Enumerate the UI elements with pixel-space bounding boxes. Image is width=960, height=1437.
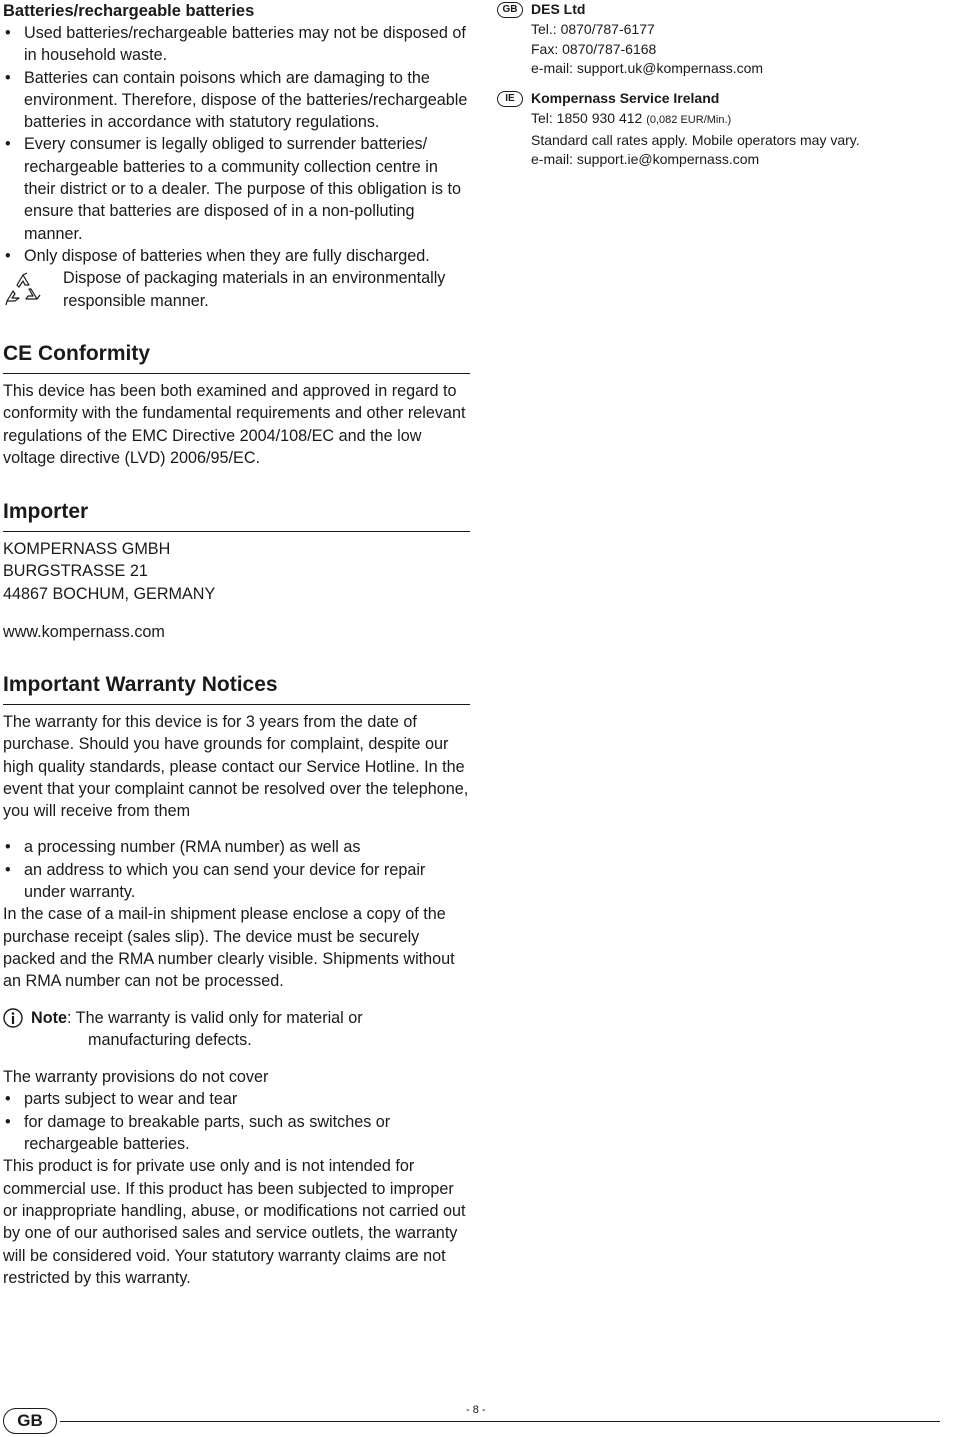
packaging-note [3,267,470,312]
batteries-list [3,22,470,267]
importer-website: www.kompernass.com [3,622,165,641]
recycle-icon [3,271,45,309]
ce-title: CE Conformity [3,341,470,374]
left-column [3,0,470,1287]
footer-divider [60,1421,940,1422]
contact-ie [497,89,960,170]
list-item: • Every consumer is legally obliged to surrender batteries/ rechargeable batteries to a community collection centre in their district or to a dealer. The purpose of this obligation is to ensure that batteries are disposed of in a non-polluting manner. [3,133,470,244]
info-icon [3,1008,23,1028]
note-text: : The warranty is valid only for material or [66,1008,363,1027]
list-item: • parts subject to wear and tear [3,1088,470,1110]
page-number: - 8 - [466,1404,486,1416]
contact-ie-email: e-mail: support.ie@kompernass.com [531,151,760,168]
list-item: • a processing number (RMA number) as well as [3,836,470,858]
importer-street: BURGSTRASSE 21 [3,562,148,581]
warranty-title: Important Warranty Notices [3,672,470,705]
flag-gb: GB [497,2,523,18]
ce-text: This device has been both examined and approved in regard to conformity with the fundamental requirements and other relevant regulations of the EMC Directive 2004/108/EC and the low voltage directive (LVD) 2006/95/EC. [3,382,466,467]
contact-ie-name: Kompernass Service Ireland [531,90,720,106]
ce-section [3,341,470,469]
importer-title: Importer [3,499,470,532]
flag-ie: IE [497,91,523,107]
contact-gb-fax: Fax: 0870/787-6168 [531,40,657,57]
contact-gb [497,0,960,79]
contact-ie-tel: Tel: 1850 930 412 [531,109,643,126]
note-label: Note [31,1008,67,1027]
note-continuation: manufacturing defects. [88,1030,252,1049]
provisions-list [3,1088,470,1155]
footer-language-badge: GB [3,1408,57,1434]
list-item: • an address to which you can send your device for repair under warranty. [3,859,470,904]
warranty-list [3,836,470,903]
warranty-note [3,1007,470,1052]
provisions-intro: The warranty provisions do not cover [3,1068,269,1087]
contact-gb-name: DES Ltd [531,1,586,17]
importer-section [3,499,470,643]
batteries-section [3,0,470,312]
contact-gb-tel: Tel.: 0870/787-6177 [531,20,655,37]
importer-name: KOMPERNASS GMBH [3,540,171,558]
warranty-mail-in: In the case of a mail-in shipment please enclose a copy of the purchase receipt (sales slip). The device must be securely packed and the RMA number clearly visible. Shipments without an RMA number can not be processed. [3,905,455,991]
warranty-intro: The warranty for this device is for 3 years from the date of purchase. Should you have grounds for complaint, despite our high quality standards, please contact our Service Hotline. In the event that your complaint cannot be resolved over the telephone, you will receive from them [3,713,469,821]
importer-city: 44867 BOCHUM, GERMANY [3,584,216,603]
packaging-text: Dispose of packaging materials in an environmentally responsible manner. [63,269,446,310]
list-item: • for damage to breakable parts, such as switches or rechargeable batteries. [3,1111,470,1156]
contact-ie-rate: (0,082 EUR/Min.) [646,113,732,126]
batteries-title: Batteries/rechargeable batteries [3,2,255,20]
list-item: • Batteries can contain poisons which are damaging to the environment. Therefore, dispose of the batteries/rechargeable batteries in accordance with statutory regulations. [3,67,470,134]
contact-ie-rates-note: Standard call rates apply. Mobile operators may vary. [531,131,860,148]
warranty-section [3,672,470,1289]
contact-gb-email: e-mail: support.uk@kompernass.com [531,60,764,77]
list-item: • Only dispose of batteries when they are fully discharged. [3,245,470,267]
list-item: • Used batteries/rechargeable batteries may not be disposed of in household waste. [3,22,470,67]
warranty-closing: This product is for private use only and is not intended for commercial use. If this product has been subjected to improper or inappropriate handling, abuse, or modifications not carried out by one of our authorised sales and service outlets, the warranty will be considered void. Your statutory warranty claims are not restricted by this warranty. [3,1157,466,1287]
